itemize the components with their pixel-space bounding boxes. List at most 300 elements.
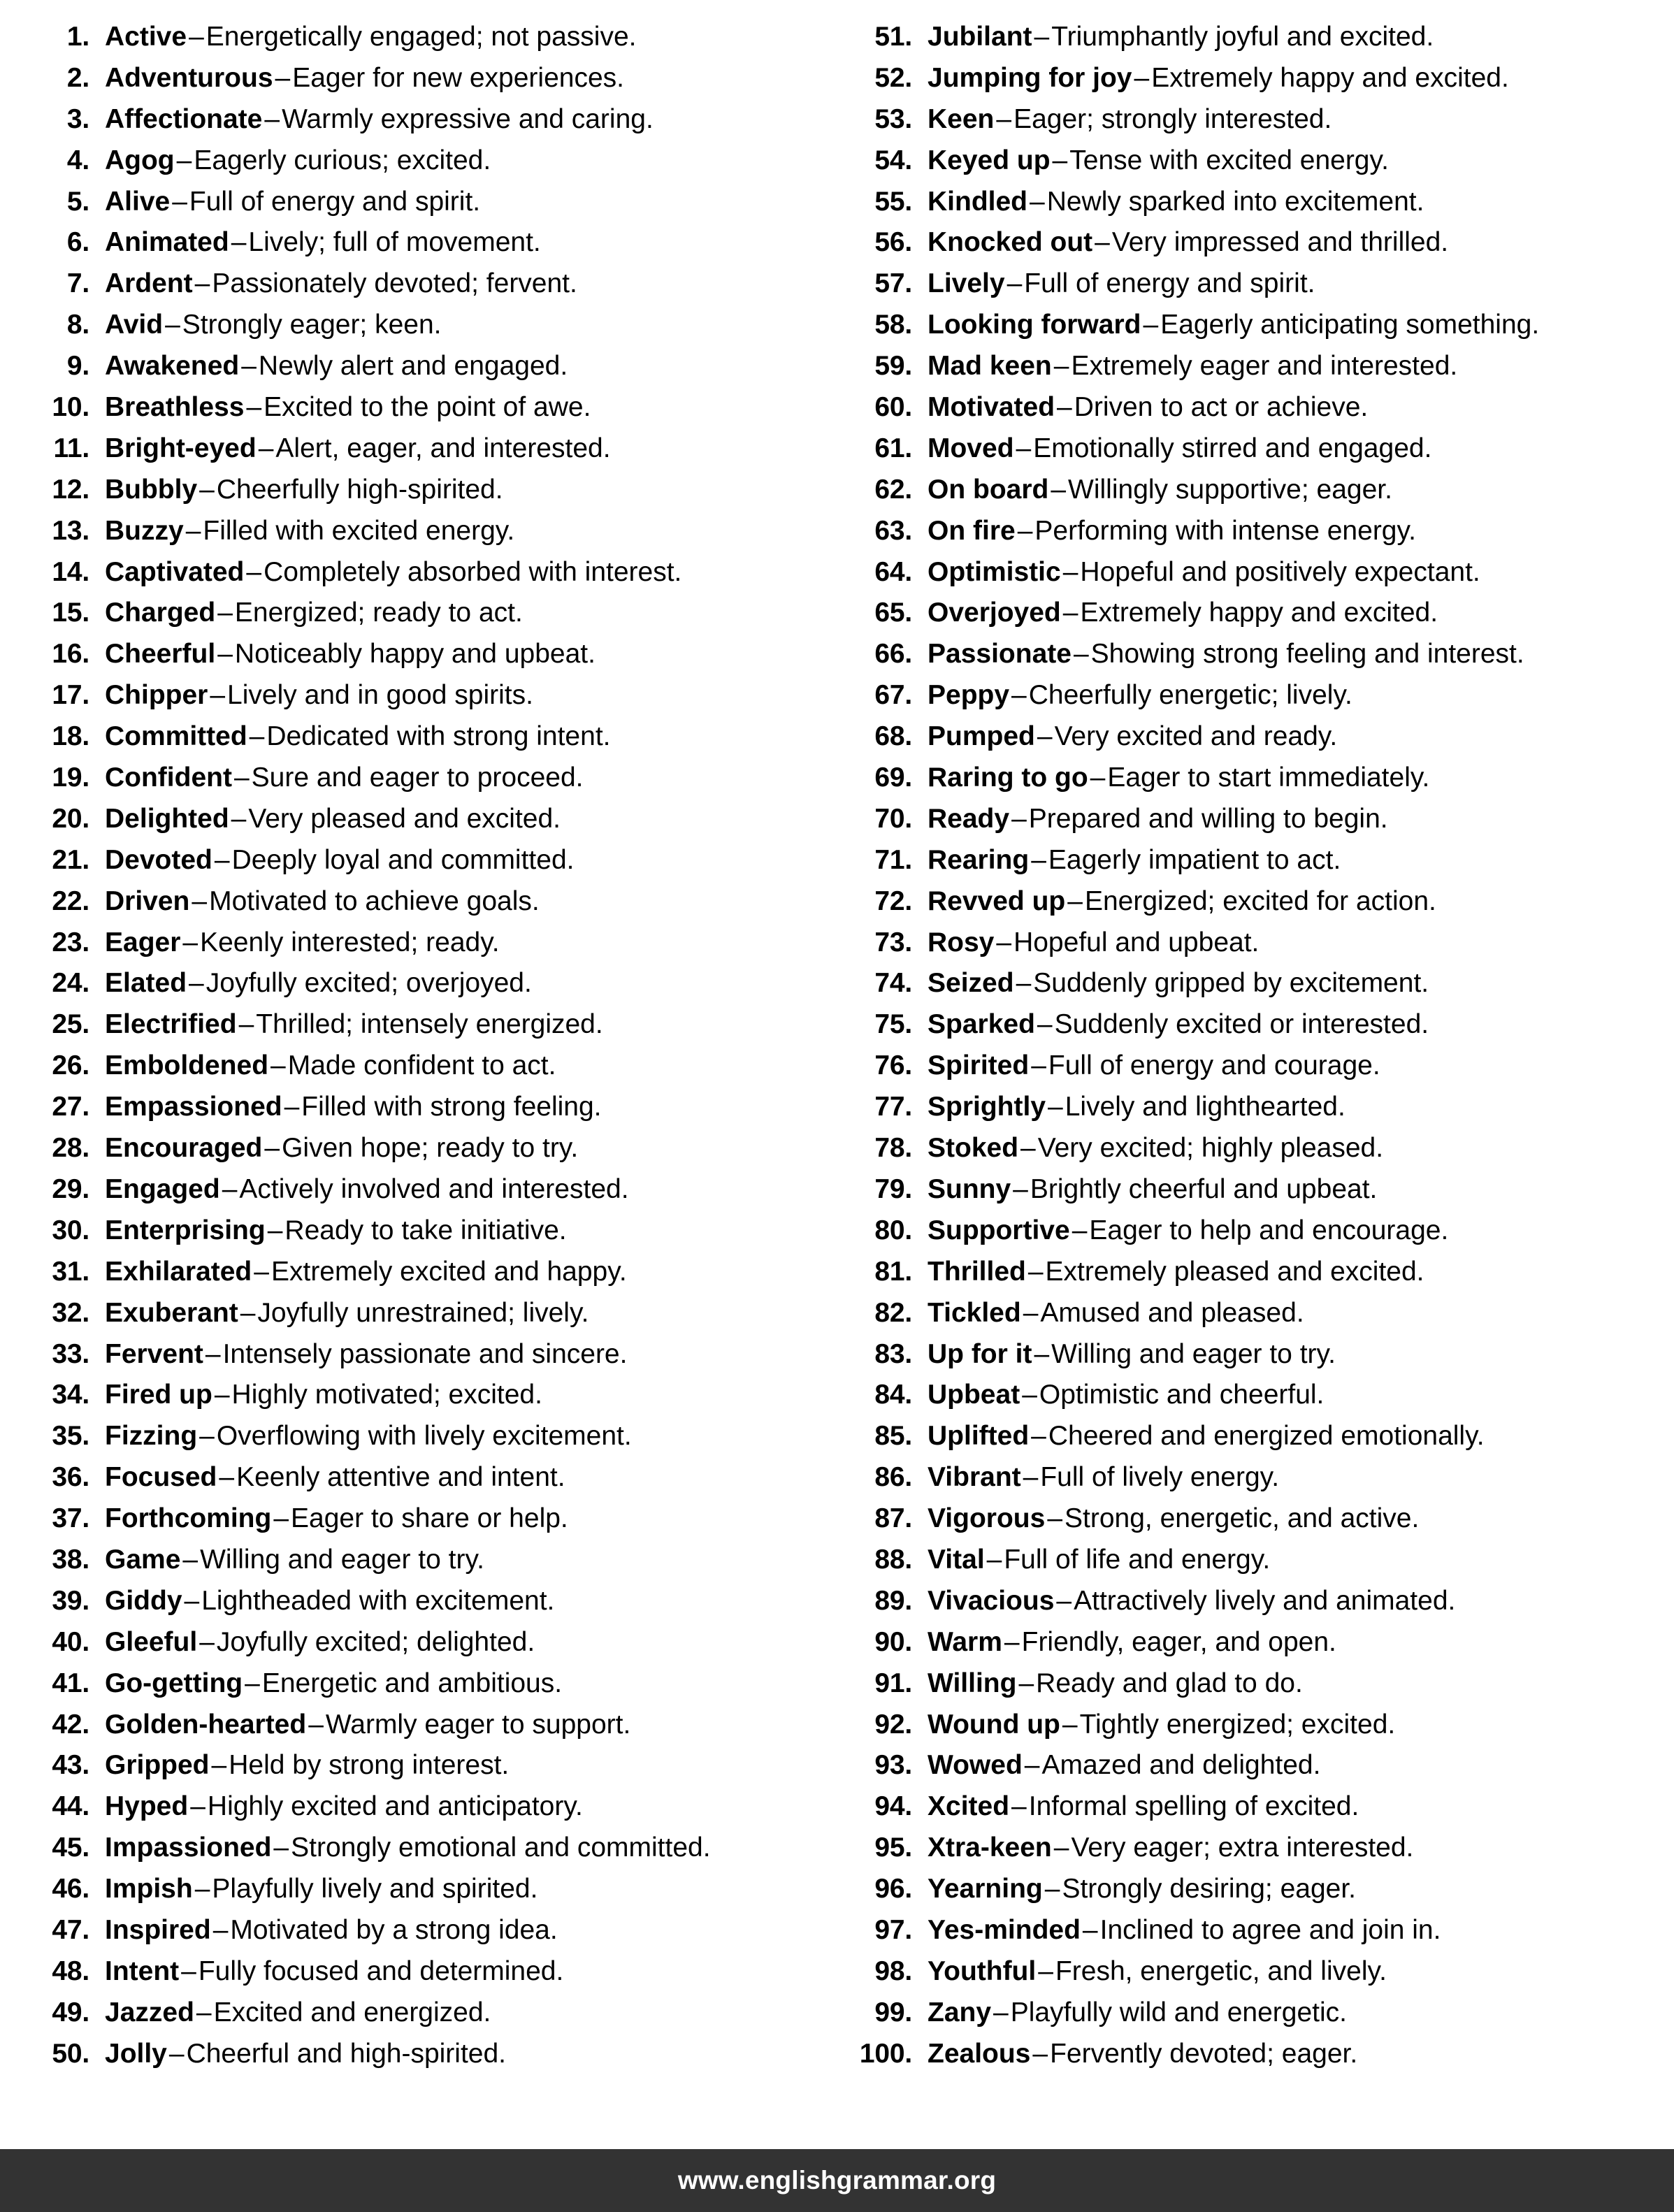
list-item-dash: – [1053, 1833, 1069, 1863]
list-item-dash: – [1056, 1585, 1072, 1616]
list-item-definition: Strongly emotional and committed. [291, 1833, 711, 1863]
list-item [21, 1252, 830, 1293]
list-item-dash: – [233, 762, 250, 793]
list-item-number: 33. [52, 1338, 89, 1369]
list-item-definition: Informal spelling of excited. [1028, 1791, 1359, 1822]
list-item-definition: Fervently devoted; eager. [1050, 2038, 1358, 2069]
list-item-number: 2. [66, 62, 89, 93]
list-item-body [912, 1293, 1304, 1334]
list-item-term: On fire [928, 515, 1016, 546]
list-item-term: Fervent [105, 1338, 203, 1369]
list-item-definition: Actively involved and interested. [239, 1173, 629, 1204]
list-item-number: 74. [874, 968, 912, 999]
list-item-definition: Lightheaded with excitement. [201, 1585, 555, 1616]
list-item [21, 1622, 830, 1663]
list-item-body [912, 346, 1457, 387]
list-item-body [89, 17, 637, 58]
list-item-body [912, 1622, 1336, 1663]
list-item-term: Zany [928, 1997, 992, 2027]
list-item-number: 81. [874, 1256, 912, 1287]
list-item-number: 3. [66, 103, 89, 134]
list-item-dash: – [199, 474, 215, 505]
list-item-body [89, 1622, 535, 1663]
list-item [844, 1087, 1666, 1128]
list-item [21, 2034, 830, 2075]
list-item [844, 387, 1666, 428]
list-item-dash: – [1134, 62, 1150, 93]
list-item-number: 79. [874, 1173, 912, 1204]
list-item [844, 1128, 1666, 1169]
list-item-body [912, 593, 1438, 634]
list-item [21, 470, 830, 511]
list-item [21, 263, 830, 305]
list-item-dash: – [1048, 1092, 1063, 1122]
list-item-term: Jubilant [928, 22, 1032, 52]
list-item-definition: Energized; ready to act. [234, 598, 523, 628]
list-item-number: 40. [52, 1626, 89, 1657]
list-item-definition: Joyfully excited; overjoyed. [205, 968, 532, 999]
list-item-definition: Eager; strongly interested. [1013, 103, 1332, 134]
list-item-body [912, 58, 1509, 99]
list-item-definition: Optimistic and cheerful. [1039, 1380, 1325, 1410]
list-item [21, 1581, 830, 1622]
list-item [844, 799, 1666, 840]
list-item-number: 38. [52, 1544, 89, 1575]
list-item-definition: Tightly energized; excited. [1079, 1709, 1396, 1740]
list-item-definition: Excited and energized. [213, 1997, 491, 2027]
list-item-term: Active [105, 22, 187, 52]
list-item-term: Focused [105, 1462, 217, 1493]
list-item-body [912, 923, 1259, 964]
list-item [21, 1087, 830, 1128]
list-item [844, 1705, 1666, 1746]
list-item-term: Buzzy [105, 515, 184, 546]
list-item-body [89, 305, 442, 346]
list-item-body [89, 99, 654, 140]
list-item-body [912, 881, 1436, 923]
list-item-body [912, 263, 1315, 305]
list-item-dash: – [172, 186, 187, 217]
list-item-number: 55. [874, 186, 912, 217]
list-item [21, 305, 830, 346]
list-item-number: 95. [874, 1833, 912, 1863]
list-item-term: Inspired [105, 1914, 211, 1945]
list-item-term: Cheerful [105, 639, 216, 670]
list-item-dash: – [214, 844, 230, 875]
list-item-body [912, 1581, 1455, 1622]
list-item [21, 387, 830, 428]
list-item [21, 346, 830, 387]
list-item-definition: Cheerfully high-spirited. [216, 474, 503, 505]
list-item-definition: Hopeful and upbeat. [1013, 927, 1260, 957]
list-item-term: Devoted [105, 844, 212, 875]
list-item-definition: Cheered and energized emotionally. [1048, 1421, 1485, 1452]
list-item [21, 923, 830, 964]
list-item-term: Golden-hearted [105, 1709, 307, 1740]
list-item-definition: Deeply loyal and committed. [231, 844, 575, 875]
list-item [21, 1334, 830, 1375]
list-item-dash: – [996, 927, 1012, 957]
list-item-definition: Amused and pleased. [1040, 1297, 1304, 1328]
list-item-definition: Inclined to agree and join in. [1099, 1914, 1441, 1945]
list-item-definition: Energetically engaged; not passive. [205, 22, 637, 52]
list-item-body [89, 511, 514, 552]
list-item-dash: – [1057, 392, 1072, 423]
list-item-term: Engaged [105, 1173, 220, 1204]
list-item-term: Keen [928, 103, 995, 134]
list-item-number: 46. [52, 1874, 89, 1904]
list-item-definition: Full of energy and spirit. [189, 186, 481, 217]
list-item-term: Enterprising [105, 1215, 266, 1245]
list-item-dash: – [264, 103, 280, 134]
list-item-dash: – [176, 145, 192, 175]
list-item-number: 53. [874, 103, 912, 134]
list-item-body [89, 182, 480, 223]
list-item-number: 15. [52, 598, 89, 628]
list-item-definition: Strongly eager; keen. [182, 310, 442, 340]
list-item-dash: – [254, 1256, 269, 1287]
list-item-dash: – [219, 1462, 235, 1493]
list-item [844, 1375, 1666, 1416]
list-item-number: 83. [874, 1338, 912, 1369]
list-item-number: 94. [874, 1791, 912, 1822]
list-item-body [89, 1457, 565, 1498]
list-item-number: 98. [874, 1956, 912, 1986]
list-item-term: Gripped [105, 1750, 210, 1781]
list-item-dash: – [199, 1421, 215, 1452]
list-item-definition: Fully focused and determined. [198, 1956, 564, 1986]
list-item [21, 1993, 830, 2034]
list-item-dash: – [1031, 844, 1046, 875]
list-item-dash: – [1023, 1297, 1039, 1328]
list-item-definition: Friendly, eager, and open. [1021, 1626, 1336, 1657]
list-item-body [912, 716, 1337, 758]
list-item-body [912, 552, 1480, 593]
list-item [844, 758, 1666, 799]
list-item-body [89, 552, 681, 593]
list-item-dash: – [196, 1997, 212, 2027]
list-item [844, 963, 1666, 1004]
list-item-dash: – [1006, 268, 1023, 299]
list-item-definition: Full of life and energy. [1004, 1544, 1271, 1575]
list-item-dash: – [1038, 1956, 1053, 1986]
list-item-definition: Newly sparked into excitement. [1046, 186, 1424, 217]
list-item [844, 881, 1666, 923]
list-item-body [89, 1540, 484, 1581]
list-item-dash: – [1082, 1914, 1098, 1945]
list-item-term: Sparked [928, 1009, 1035, 1040]
list-item [844, 1004, 1666, 1046]
list-item-body [912, 2034, 1357, 2075]
list-item-definition: Passionately devoted; fervent. [212, 268, 577, 299]
list-item [844, 17, 1666, 58]
list-item-dash: – [241, 351, 257, 382]
list-item [844, 263, 1666, 305]
list-item-dash: – [192, 885, 208, 916]
list-item-definition: Noticeably happy and upbeat. [234, 639, 596, 670]
list-item-term: Animated [105, 227, 229, 258]
list-item-body [89, 881, 540, 923]
list-item-body [912, 1046, 1380, 1087]
list-item [844, 346, 1666, 387]
list-item-dash: – [217, 598, 233, 628]
list-item-body [912, 511, 1416, 552]
list-item [21, 17, 830, 58]
list-item-definition: Very excited; highly pleased. [1037, 1133, 1384, 1164]
list-item-term: Driven [105, 885, 190, 916]
list-item [21, 1745, 830, 1786]
list-item-definition: Energetic and ambitious. [261, 1668, 563, 1698]
list-item-definition: Fresh, energetic, and lively. [1055, 1956, 1387, 1986]
list-item-term: Vital [928, 1544, 985, 1575]
list-item-term: Confident [105, 762, 232, 793]
list-item [844, 140, 1666, 182]
list-item-term: Fizzing [105, 1421, 198, 1452]
list-item [21, 182, 830, 223]
list-item-dash: – [222, 1173, 238, 1204]
list-item-term: Vibrant [928, 1462, 1021, 1493]
list-item-number: 11. [53, 433, 89, 463]
list-item-dash: – [1073, 639, 1089, 670]
list-item-term: Raring to go [928, 762, 1088, 793]
list-item [21, 1046, 830, 1087]
list-item-term: Game [105, 1544, 181, 1575]
list-item [844, 305, 1666, 346]
list-item-body [89, 963, 532, 1004]
list-item-dash: – [240, 1297, 256, 1328]
list-item-dash: – [1071, 1215, 1088, 1245]
list-item-definition: Driven to act or achieve. [1074, 392, 1369, 423]
list-item-definition: Brightly cheerful and upbeat. [1030, 1173, 1378, 1204]
list-item-number: 25. [52, 1009, 89, 1040]
list-item-definition: Motivated to achieve goals. [209, 885, 540, 916]
list-item-definition: Very excited and ready. [1054, 721, 1338, 752]
list-item-definition: Dedicated with strong intent. [266, 721, 611, 752]
list-item-body [89, 1293, 589, 1334]
list-item [844, 1663, 1666, 1705]
list-item-definition: Very eager; extra interested. [1071, 1833, 1414, 1863]
list-item-term: Motivated [928, 392, 1055, 423]
list-item-number: 58. [874, 310, 912, 340]
list-item-term: Spirited [928, 1050, 1030, 1081]
list-item-definition: Prepared and willing to begin. [1028, 803, 1388, 834]
list-item-number: 65. [874, 598, 912, 628]
list-item-number: 21. [52, 844, 89, 875]
list-item-dash: – [1062, 598, 1078, 628]
list-item [844, 1169, 1666, 1210]
list-item-dash: – [182, 927, 199, 957]
list-item-body [89, 675, 533, 716]
list-item-term: Jumping for joy [928, 62, 1132, 93]
list-item [844, 511, 1666, 552]
list-item-term: Yes-minded [928, 1914, 1081, 1945]
list-item-body [89, 1252, 627, 1293]
list-item-number: 20. [52, 803, 89, 834]
list-item [21, 140, 830, 182]
list-item-number: 14. [52, 556, 89, 587]
list-item-number: 84. [874, 1380, 912, 1410]
list-item-dash: – [1062, 1709, 1078, 1740]
list-item-definition: Strong, energetic, and active. [1065, 1503, 1420, 1534]
list-item-body [912, 1663, 1303, 1705]
list-item [21, 634, 830, 675]
list-item-definition: Warmly expressive and caring. [282, 103, 654, 134]
list-item-body [89, 470, 503, 511]
list-item [21, 552, 830, 593]
list-item-body [912, 758, 1429, 799]
list-item-body [89, 1993, 491, 2034]
list-item-number: 31. [52, 1256, 89, 1287]
list-item [844, 1457, 1666, 1498]
list-item [21, 511, 830, 552]
list-item-dash: – [1017, 515, 1033, 546]
list-item-term: Seized [928, 968, 1014, 999]
list-item-body [89, 1004, 603, 1046]
list-item [21, 840, 830, 881]
list-item-body [912, 99, 1332, 140]
list-item-dash: – [190, 1791, 205, 1822]
list-item-definition: Tense with excited energy. [1069, 145, 1389, 175]
list-item-definition: Highly excited and anticipatory. [207, 1791, 583, 1822]
list-item-body [912, 1869, 1356, 1910]
list-item-definition: Playfully wild and energetic. [1010, 1997, 1347, 2027]
list-item-body [912, 470, 1392, 511]
list-item-number: 27. [52, 1092, 89, 1122]
list-item-term: Empassioned [105, 1092, 282, 1122]
list-item-body [912, 1828, 1413, 1869]
list-item-dash: – [1037, 721, 1053, 752]
list-item [21, 1951, 830, 1993]
list-item-term: Willing [928, 1668, 1017, 1698]
list-item-body [912, 387, 1368, 428]
list-item-body [912, 305, 1539, 346]
list-item-term: Ardent [105, 268, 193, 299]
list-item-definition: Overflowing with lively excitement. [216, 1421, 632, 1452]
list-item-term: Alive [105, 186, 171, 217]
list-item-number: 32. [52, 1297, 89, 1328]
list-item-dash: – [1143, 310, 1159, 340]
list-item-number: 24. [52, 968, 89, 999]
list-item [21, 1705, 830, 1746]
list-item [21, 963, 830, 1004]
list-item [21, 799, 830, 840]
list-item-number: 48. [52, 1956, 89, 1986]
list-item-number: 93. [874, 1750, 912, 1781]
list-item-body [912, 1128, 1383, 1169]
list-item-body [89, 1869, 537, 1910]
list-item-body [89, 1416, 632, 1457]
list-item-definition: Lively and in good spirits. [227, 680, 533, 711]
list-item-definition: Amazed and delighted. [1041, 1750, 1321, 1781]
list-item-definition: Eager to start immediately. [1107, 762, 1430, 793]
list-item-term: Wound up [928, 1709, 1060, 1740]
list-item-number: 76. [874, 1050, 912, 1081]
list-item-term: Uplifted [928, 1421, 1030, 1452]
list-item [844, 1869, 1666, 1910]
list-item-definition: Ready and glad to do. [1036, 1668, 1303, 1698]
list-item-number: 49. [52, 1997, 89, 2027]
list-item-term: Wowed [928, 1750, 1023, 1781]
list-item-body [912, 634, 1524, 675]
list-item-number: 89. [874, 1585, 912, 1616]
list-item-term: Forthcoming [105, 1503, 272, 1534]
list-item-number: 77. [874, 1092, 912, 1122]
list-item-definition: Eagerly impatient to act. [1048, 844, 1341, 875]
list-item [844, 1993, 1666, 2034]
list-item-term: Captivated [105, 556, 245, 587]
list-column-left [0, 17, 837, 2149]
list-item-number: 5. [66, 186, 89, 217]
list-item [21, 1786, 830, 1828]
list-item-dash: – [1034, 1338, 1050, 1369]
list-item [21, 1540, 830, 1581]
list-item [21, 1910, 830, 1951]
list-item-term: Revved up [928, 885, 1066, 916]
list-item-definition: Suddenly gripped by excitement. [1033, 968, 1429, 999]
list-item-dash: – [1020, 1133, 1036, 1164]
list-item-dash: – [993, 1997, 1009, 2027]
list-item [844, 1046, 1666, 1087]
list-item [844, 470, 1666, 511]
list-item-number: 64. [874, 556, 912, 587]
list-item-definition: Completely absorbed with interest. [264, 556, 682, 587]
list-item [844, 1910, 1666, 1951]
list-item-body [89, 1581, 554, 1622]
list-item-body [89, 840, 574, 881]
list-item-number: 34. [52, 1380, 89, 1410]
list-item-body [912, 17, 1434, 58]
list-item-body [89, 387, 591, 428]
list-item-term: Keyed up [928, 145, 1051, 175]
list-item-term: Hyped [105, 1791, 189, 1822]
list-item-number: 56. [874, 227, 912, 258]
list-item-dash: – [231, 803, 247, 834]
list-item-term: Impish [105, 1874, 193, 1904]
list-item-term: Mad keen [928, 351, 1052, 382]
list-item-term: Vigorous [928, 1503, 1046, 1534]
list-item-body [912, 222, 1448, 263]
list-item [844, 923, 1666, 964]
list-item-body [89, 1663, 562, 1705]
list-item-definition: Emotionally stirred and engaged. [1033, 433, 1432, 463]
list-item [844, 1334, 1666, 1375]
list-item-dash: – [1062, 556, 1078, 587]
list-item-term: Upbeat [928, 1380, 1020, 1410]
list-item-body [89, 1910, 558, 1951]
list-item-term: Youthful [928, 1956, 1037, 1986]
list-item-body [89, 1128, 578, 1169]
list-item-body [912, 1910, 1441, 1951]
list-item-dash: – [199, 1626, 215, 1657]
list-item-body [912, 1004, 1429, 1046]
list-item-term: Lively [928, 268, 1005, 299]
list-item-body [912, 963, 1429, 1004]
list-item-body [912, 1457, 1279, 1498]
list-item [844, 840, 1666, 881]
list-item-number: 18. [52, 721, 89, 752]
list-item-term: Bubbly [105, 474, 198, 505]
list-item [844, 1581, 1666, 1622]
list-item-definition: Willing and eager to try. [1051, 1338, 1336, 1369]
list-item-term: Kindled [928, 186, 1027, 217]
list-item-definition: Extremely pleased and excited. [1045, 1256, 1424, 1287]
list-item-body [912, 1540, 1270, 1581]
list-item-body [912, 1334, 1336, 1375]
list-item-dash: – [205, 1338, 221, 1369]
list-item-definition: Highly motivated; excited. [231, 1380, 542, 1410]
list-item-dash: – [185, 515, 201, 546]
list-item-body [89, 1498, 568, 1540]
